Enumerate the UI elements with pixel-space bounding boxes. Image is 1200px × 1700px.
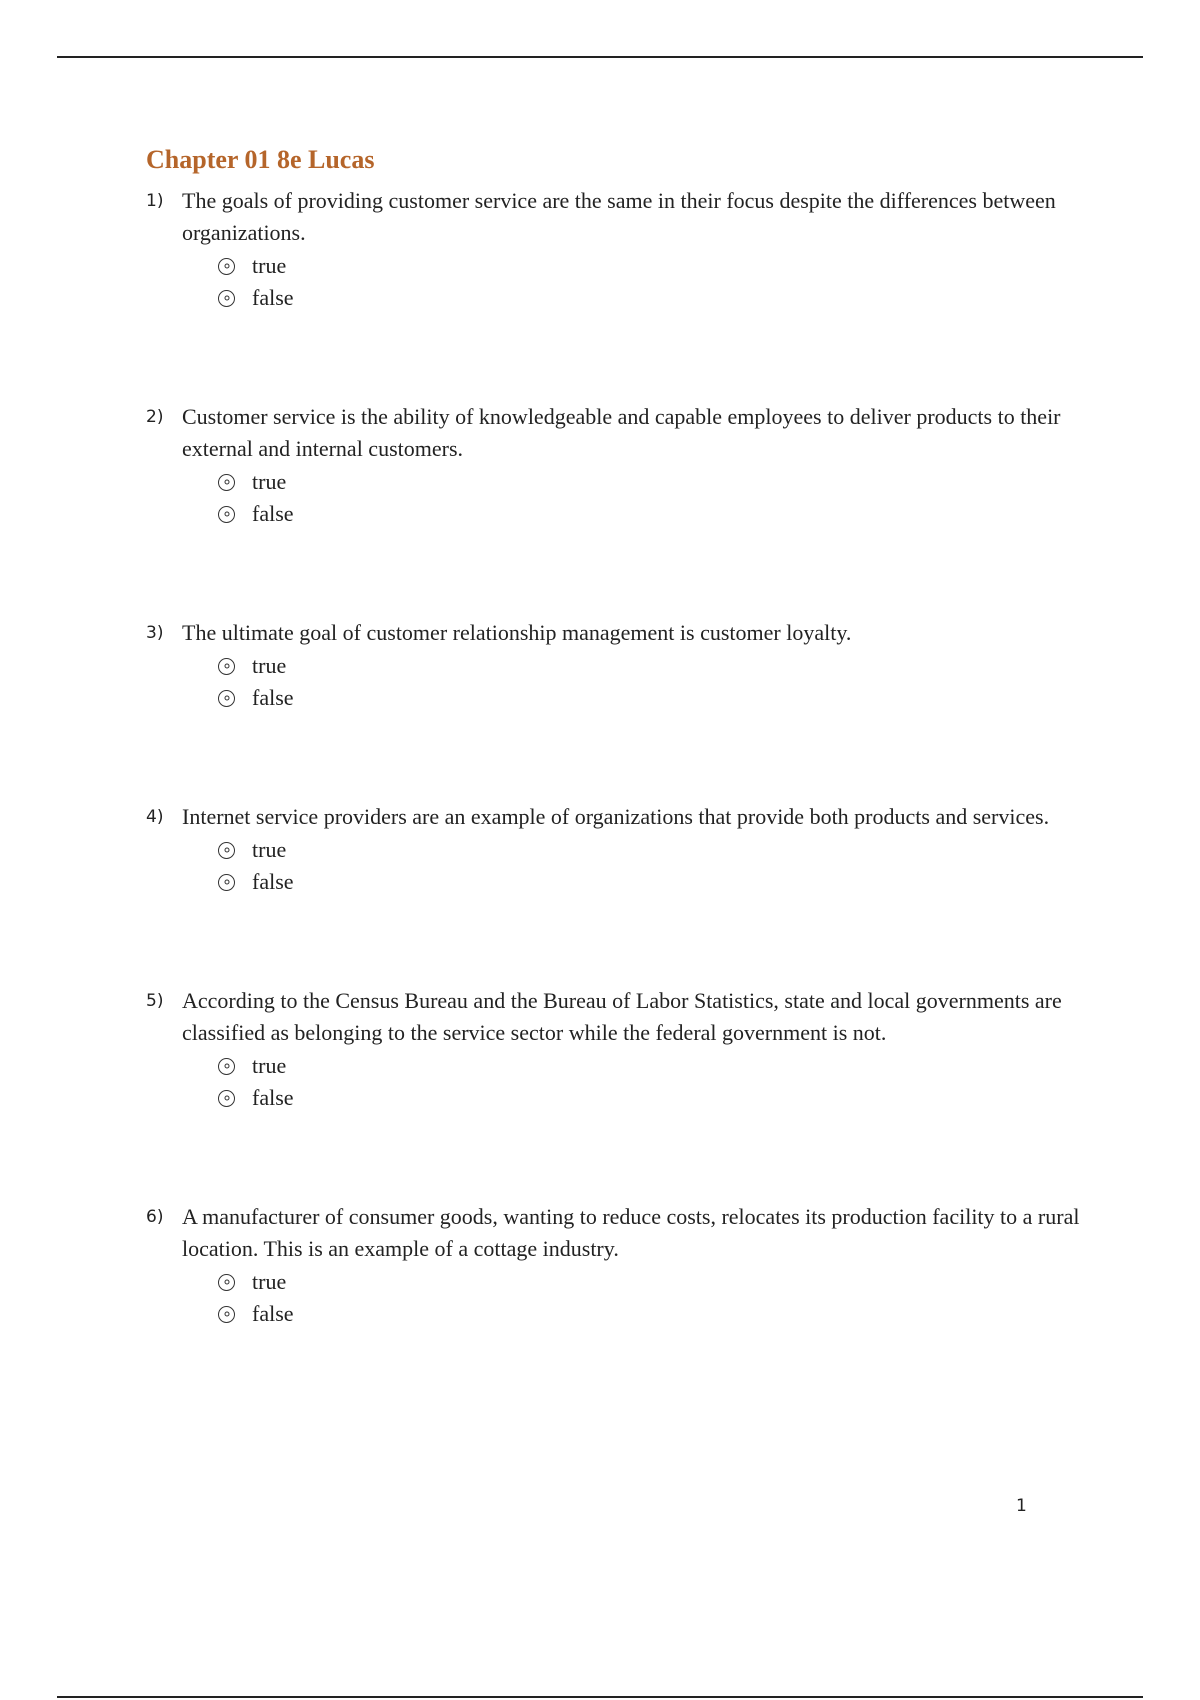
question-number: 6) bbox=[146, 1207, 164, 1227]
question-number: 3) bbox=[146, 623, 164, 643]
bottom-rule bbox=[57, 1696, 1143, 1698]
question-1 bbox=[146, 185, 1086, 314]
option-true[interactable] bbox=[218, 650, 1086, 682]
option-label: true bbox=[252, 253, 287, 278]
question-text: A manufacturer of consumer goods, wanting to reduce costs, relocates its production facility to a rural location. This is an example of a cottage industry. bbox=[182, 1204, 1080, 1261]
question-number: 1) bbox=[146, 191, 164, 211]
option-label: false bbox=[252, 1085, 294, 1110]
radio-button-icon[interactable] bbox=[218, 658, 235, 675]
radio-button-icon[interactable] bbox=[218, 1306, 235, 1323]
question-4 bbox=[146, 801, 1086, 898]
question-text: Internet service providers are an example of organizations that provide both products and services. bbox=[182, 804, 1050, 829]
question-text: According to the Census Bureau and the Bureau of Labor Statistics, state and local governments are classified as belonging to the service sector while the federal government is not. bbox=[182, 988, 1062, 1045]
radio-button-icon[interactable] bbox=[218, 474, 235, 491]
answer-options bbox=[218, 250, 1086, 314]
option-true[interactable] bbox=[218, 466, 1086, 498]
answer-options bbox=[218, 466, 1086, 530]
answer-options bbox=[218, 1266, 1086, 1330]
option-label: true bbox=[252, 469, 287, 494]
option-false[interactable] bbox=[218, 1082, 1086, 1114]
option-false[interactable] bbox=[218, 866, 1086, 898]
radio-button-icon[interactable] bbox=[218, 1090, 235, 1107]
question-text: The goals of providing customer service are the same in their focus despite the differences between organizations. bbox=[182, 188, 1056, 245]
option-label: true bbox=[252, 1053, 287, 1078]
option-label: false bbox=[252, 685, 294, 710]
radio-button-icon[interactable] bbox=[218, 842, 235, 859]
answer-options bbox=[218, 650, 1086, 714]
option-false[interactable] bbox=[218, 682, 1086, 714]
radio-button-icon[interactable] bbox=[218, 258, 235, 275]
radio-button-icon[interactable] bbox=[218, 506, 235, 523]
question-number: 5) bbox=[146, 991, 164, 1011]
question-sheet bbox=[146, 143, 1086, 1330]
question-number: 4) bbox=[146, 807, 164, 827]
option-label: false bbox=[252, 285, 294, 310]
question-text: Customer service is the ability of knowledgeable and capable employees to deliver products to their external and internal customers. bbox=[182, 404, 1061, 461]
option-true[interactable] bbox=[218, 834, 1086, 866]
option-false[interactable] bbox=[218, 498, 1086, 530]
option-true[interactable] bbox=[218, 250, 1086, 282]
option-true[interactable] bbox=[218, 1266, 1086, 1298]
radio-button-icon[interactable] bbox=[218, 1274, 235, 1291]
option-false[interactable] bbox=[218, 1298, 1086, 1330]
question-text: The ultimate goal of customer relationship management is customer loyalty. bbox=[182, 620, 852, 645]
top-rule bbox=[57, 56, 1143, 58]
radio-button-icon[interactable] bbox=[218, 1058, 235, 1075]
radio-button-icon[interactable] bbox=[218, 290, 235, 307]
option-label: true bbox=[252, 1269, 287, 1294]
answer-options bbox=[218, 1050, 1086, 1114]
option-label: false bbox=[252, 869, 294, 894]
option-label: true bbox=[252, 653, 287, 678]
question-number: 2) bbox=[146, 407, 164, 427]
option-true[interactable] bbox=[218, 1050, 1086, 1082]
question-3 bbox=[146, 617, 1086, 714]
question-2 bbox=[146, 401, 1086, 530]
radio-button-icon[interactable] bbox=[218, 690, 235, 707]
option-false[interactable] bbox=[218, 282, 1086, 314]
page-number: 1 bbox=[1016, 1496, 1027, 1516]
radio-button-icon[interactable] bbox=[218, 874, 235, 891]
option-label: false bbox=[252, 501, 294, 526]
chapter-title: Chapter 01 8e Lucas bbox=[146, 145, 375, 174]
answer-options bbox=[218, 834, 1086, 898]
question-6 bbox=[146, 1201, 1086, 1330]
option-label: true bbox=[252, 837, 287, 862]
question-5 bbox=[146, 985, 1086, 1114]
option-label: false bbox=[252, 1301, 294, 1326]
